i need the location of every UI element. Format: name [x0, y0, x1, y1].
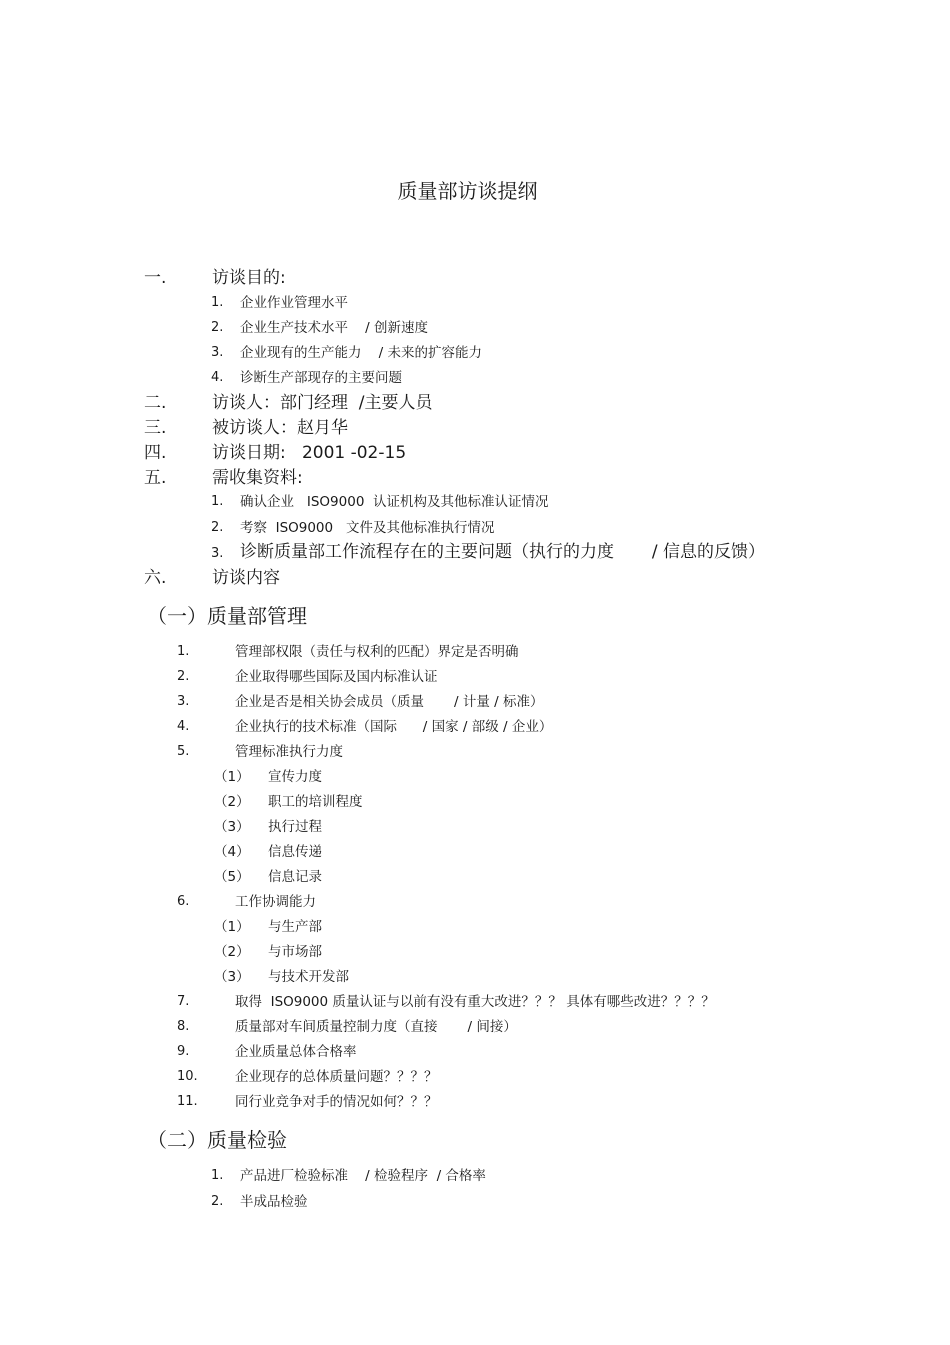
list-number: 2. — [211, 520, 224, 535]
outline-number: 六. — [144, 568, 167, 588]
list-number: 4. — [211, 370, 224, 385]
sub-list-number: （5） — [214, 869, 250, 885]
list-item: 管理部权限（责任与权利的匹配）界定是否明确 — [235, 644, 519, 660]
page-title: 质量部访谈提纲 — [397, 179, 538, 203]
section-heading: （二）质量检验 — [147, 1128, 287, 1152]
list-item: 企业现存的总体质量问题？？？？ — [235, 1069, 438, 1085]
list-number: 7. — [177, 994, 190, 1009]
list-number: 1. — [211, 1168, 224, 1183]
section-heading: （一）质量部管理 — [147, 604, 307, 628]
outline-number: 一. — [144, 268, 167, 288]
outline-number: 四. — [144, 443, 167, 463]
list-number: 3. — [211, 345, 224, 360]
list-item: 企业执行的技术标准（国际 / 国家 / 部级 / 企业） — [235, 719, 553, 735]
list-item: 企业生产技术水平 / 创新速度 — [240, 320, 429, 336]
sub-list-number: （3） — [214, 969, 250, 985]
list-number: 2. — [211, 1194, 224, 1209]
sub-list-number: （4） — [214, 844, 250, 860]
sub-list-item: 宣传力度 — [268, 769, 322, 785]
list-item: 企业取得哪些国际及国内标准认证 — [235, 669, 438, 685]
list-number: 11. — [177, 1094, 198, 1109]
list-item: 企业现有的生产能力 / 未来的扩容能力 — [240, 345, 483, 361]
outline-number: 二. — [144, 393, 167, 413]
list-item: 取得 ISO9000 质量认证与以前有没有重大改进？？？ 具体有哪些改进？？？？ — [235, 994, 715, 1010]
list-number: 1. — [177, 644, 190, 659]
list-number: 8. — [177, 1019, 190, 1034]
list-number: 5. — [177, 744, 190, 759]
sub-list-item: 与市场部 — [268, 944, 322, 960]
outline-text: 需收集资料: — [212, 468, 303, 488]
list-item: 考察 ISO9000 文件及其他标准执行情况 — [240, 520, 495, 536]
list-item: 诊断生产部现存的主要问题 — [240, 370, 402, 386]
list-item: 产品进厂检验标准 / 检验程序 / 合格率 — [240, 1168, 486, 1184]
list-number: 9. — [177, 1044, 190, 1059]
list-item: 企业质量总体合格率 — [235, 1044, 357, 1060]
list-number: 4. — [177, 719, 190, 734]
list-item: 企业作业管理水平 — [240, 295, 348, 311]
list-item: 企业是否是相关协会成员（质量 / 计量 / 标准） — [235, 694, 544, 710]
list-item: 半成品检验 — [240, 1194, 308, 1210]
outline-number: 五. — [144, 468, 167, 488]
outline-text: 访谈内容 — [212, 568, 280, 588]
sub-list-item: 与技术开发部 — [268, 969, 349, 985]
sub-list-item: 职工的培训程度 — [268, 794, 363, 810]
sub-list-number: （1） — [214, 769, 250, 785]
list-number: 6. — [177, 894, 190, 909]
sub-list-number: （2） — [214, 794, 250, 810]
list-item: 确认企业 ISO9000 认证机构及其他标准认证情况 — [240, 494, 549, 510]
outline-text: 访谈日期: 2001 -02-15 — [212, 443, 407, 463]
sub-list-item: 与生产部 — [268, 919, 322, 935]
list-number: 2. — [177, 669, 190, 684]
sub-list-item: 信息传递 — [268, 844, 322, 860]
list-number: 1. — [211, 295, 224, 310]
list-number: 2. — [211, 320, 224, 335]
list-item: 工作协调能力 — [235, 894, 316, 910]
sub-list-item: 执行过程 — [268, 819, 322, 835]
list-item: 管理标准执行力度 — [235, 744, 343, 760]
list-item: 诊断质量部工作流程存在的主要问题（执行的力度 / 信息的反馈） — [240, 542, 765, 562]
outline-number: 三. — [144, 418, 167, 438]
list-item: 质量部对车间质量控制力度（直接 / 间接） — [235, 1019, 517, 1035]
list-number: 3. — [211, 546, 224, 561]
sub-list-item: 信息记录 — [268, 869, 322, 885]
list-number: 3. — [177, 694, 190, 709]
outline-text: 访谈目的: — [212, 268, 286, 288]
list-number: 1. — [211, 494, 224, 509]
outline-text: 被访谈人：赵月华 — [212, 418, 348, 438]
sub-list-number: （2） — [214, 944, 250, 960]
sub-list-number: （3） — [214, 819, 250, 835]
sub-list-number: （1） — [214, 919, 250, 935]
outline-text: 访谈人：部门经理 /主要人员 — [212, 393, 433, 413]
list-item: 同行业竞争对手的情况如何？？？ — [235, 1094, 438, 1110]
list-number: 10. — [177, 1069, 198, 1084]
